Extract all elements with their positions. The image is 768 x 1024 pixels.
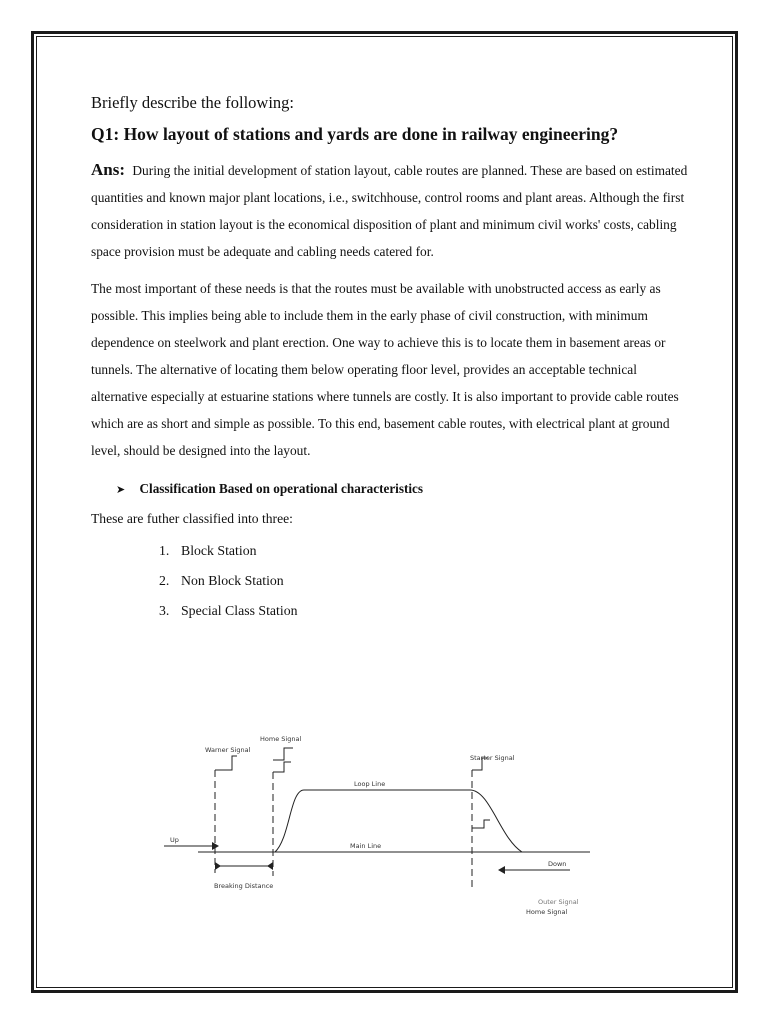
intro-heading: Briefly describe the following: <box>91 93 294 112</box>
station-list <box>91 536 691 626</box>
braking-right-arrowhead-icon <box>267 862 273 870</box>
down-arrowhead-icon <box>498 866 505 874</box>
starter-signal-arm-icon <box>472 820 490 828</box>
answer-paragraph-1-text: During the initial development of station layout, cable routes are planned. These are based on estimated quantities and known major plant locations, i.e., switchhouse, control rooms and plant areas. Although the first consideration in station layout is the economical disposition of plant and minimum civil works' costs, cabling space provision must be adequate and cabling needs catered for. <box>91 163 688 259</box>
answer-label: Ans: <box>91 160 126 179</box>
arrow-bullet-icon: ➤ <box>116 483 126 496</box>
outer-signal-label: Outer Signal <box>538 898 579 906</box>
warner-signal-label: Warner Signal <box>205 746 251 754</box>
up-label: Up <box>170 836 179 844</box>
document-body <box>91 92 691 626</box>
list-item: 2. Non Block Station <box>159 573 284 588</box>
home-signal-bottom-label: Home Signal <box>526 908 568 916</box>
question-heading: Q1: How layout of stations and yards are done in railway engineering? <box>91 124 619 144</box>
answer-paragraph-1 <box>91 156 691 265</box>
warner-signal-icon <box>215 756 237 770</box>
braking-distance-label: Breaking Distance <box>214 882 274 890</box>
list-item: 1. Block Station <box>159 543 257 558</box>
station-layout-diagram <box>150 728 625 933</box>
main-line-label: Main Line <box>350 842 382 850</box>
loop-line-track <box>275 790 522 852</box>
starter-signal-label: Starter Signal <box>470 754 515 762</box>
home-signal-label: Home Signal <box>260 735 302 743</box>
down-label: Down <box>548 860 567 868</box>
braking-left-arrowhead-icon <box>215 862 221 870</box>
loop-line-label: Loop Line <box>354 780 386 788</box>
answer-paragraph-2: The most important of these needs is that the routes must be available with unobstructed access as early as possible. This implies being able to include them in the early phase of civil construction, with minimum dependence on steelwork and plant erection. One way to achieve this is to locate them in basement areas or tunnels. The alternative of locating them below operating floor level, provides an acceptable technical alternative especially at estuarine stations where tunnels are costly. It is also important to provide cable routes which are as short and simple as possible. To this end, basement cable routes, with electrical plant at ground level, should be designed into the layout. <box>91 281 679 458</box>
classification-heading: Classification Based on operational characteristics <box>139 481 424 496</box>
list-intro: These are futher classified into three: <box>91 511 293 526</box>
classification-bullet <box>116 478 691 501</box>
list-item: 3. Special Class Station <box>159 603 298 618</box>
home-signal-arm-icon <box>273 762 291 772</box>
home-signal-icon <box>273 748 293 760</box>
